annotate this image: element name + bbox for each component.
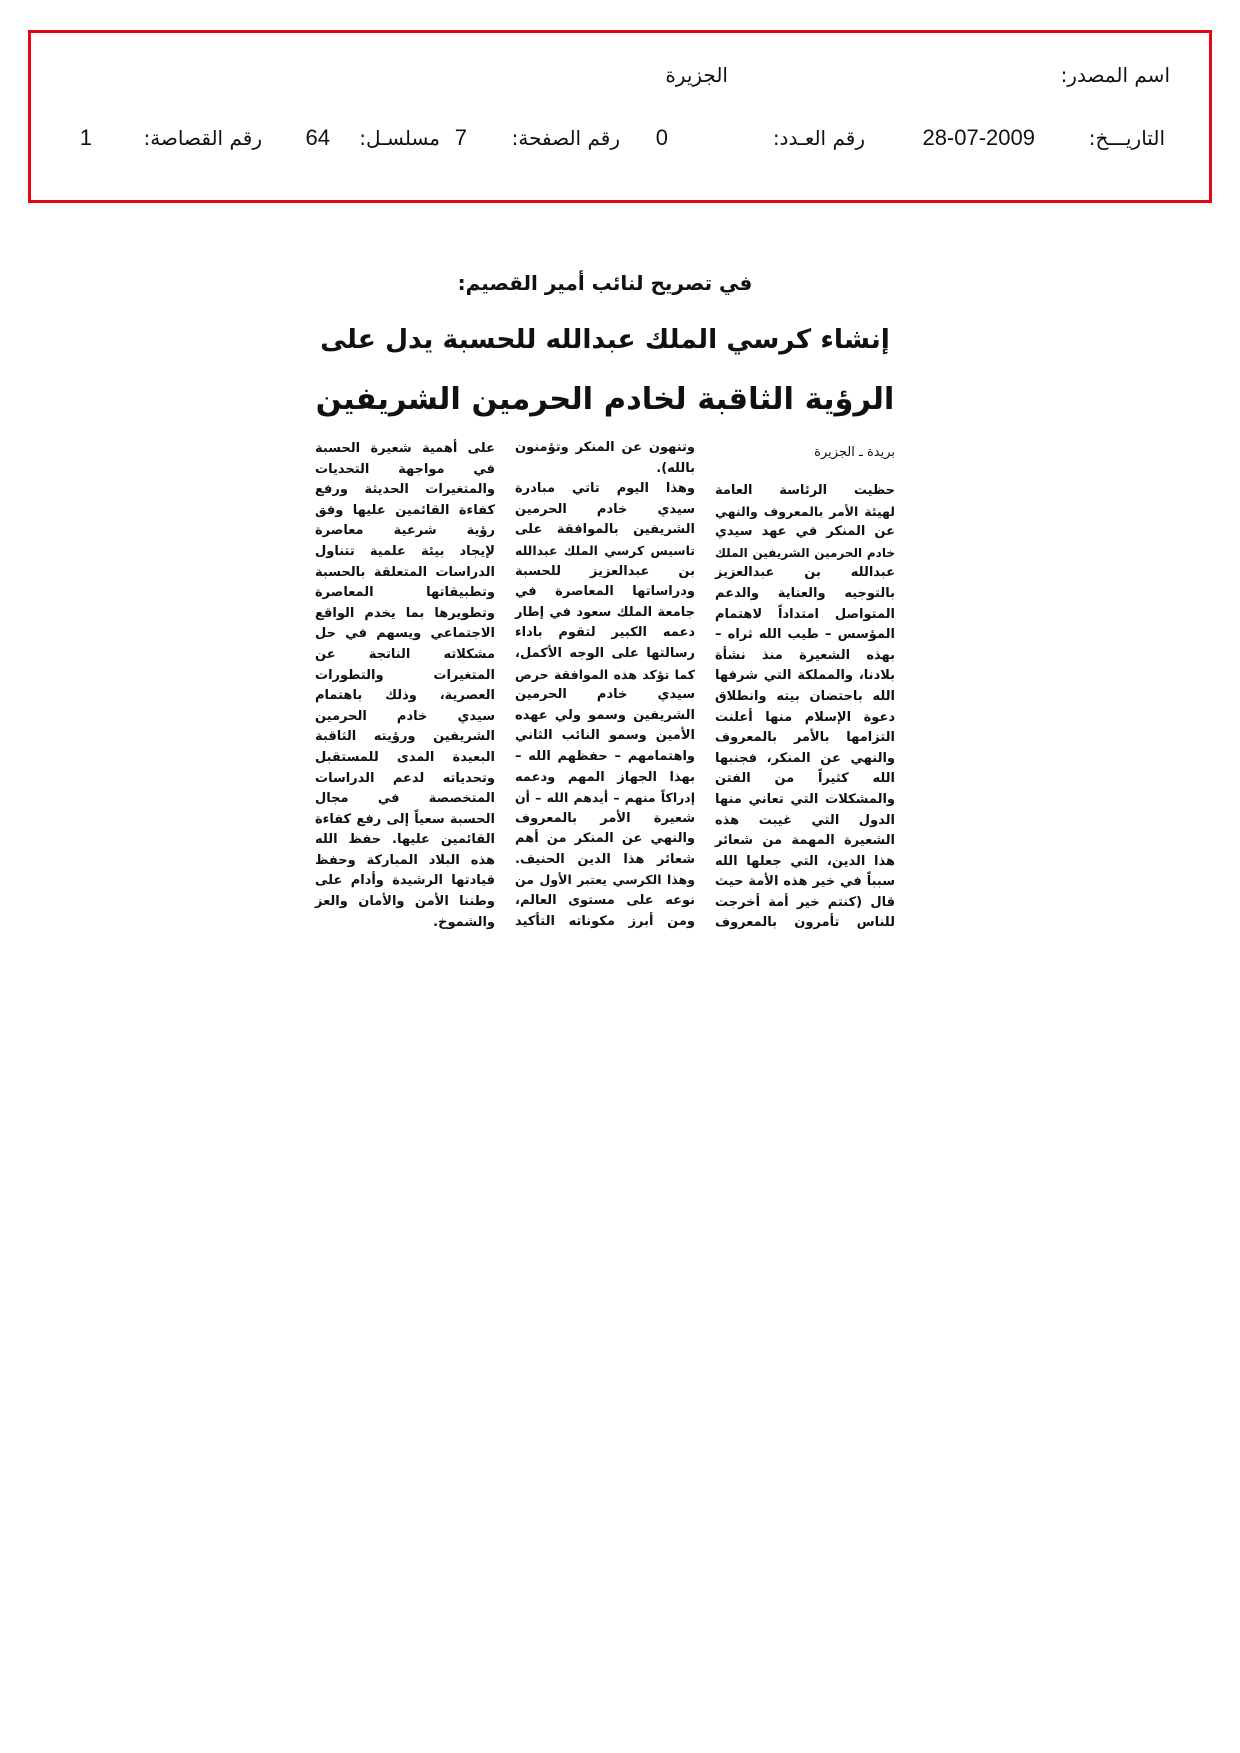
issue-number-value: 0	[655, 125, 668, 150]
article-text-line: سيدي خادم الحرمين	[515, 501, 695, 517]
article-text-line: الله باحتضان بيته وانطلاق	[715, 688, 895, 704]
article-text-line: رسالتها على الوجه الأكمل،	[515, 645, 695, 661]
article-text-line: على أهمية شعيرة الحسبة	[315, 441, 495, 456]
article-text-line: المتخصصة في مجال	[315, 791, 495, 807]
article-text-line: هذه البلاد المباركة وحفظ	[315, 852, 495, 868]
article-text-line: ودراساتها المعاصرة في	[515, 584, 695, 600]
article-text-line: بن عبدالعزيز للحسبة	[515, 563, 695, 579]
issue-number-label: رقم العـدد:	[772, 126, 865, 150]
article-text-line: الله كثيراً من الفتن	[715, 771, 895, 787]
article-dateline: بريدة ـ الجزيرة	[814, 445, 895, 460]
page-number-label: رقم الصفحة:	[511, 126, 620, 150]
article-text-line: البعيدة المدى للمستقبل	[315, 749, 495, 765]
article-text-line: والشموخ.	[433, 914, 495, 930]
source-label: اسم المصدر:	[1060, 63, 1170, 87]
article-text-line: للناس تأمرون بالمعروف	[715, 915, 895, 931]
article-text-line: وتحدياته لدعم الدراسات	[315, 770, 495, 786]
article-text-line: الاجتماعي ويسهم في حل	[315, 626, 495, 642]
article-text-line: رؤية شرعية معاصرة	[315, 523, 495, 539]
article-text-line: جامعة الملك سعود في إطار	[515, 604, 695, 620]
article-text-line: بالتوجيه والعناية والدعم	[715, 585, 895, 601]
article-text-line: واهتمامهم – حفظهم الله –	[515, 748, 695, 764]
article-text-line: الشريفين وسمو ولي عهده	[515, 707, 695, 723]
article-text-line: الحسبة سعياً إلى رفع كفاءة	[315, 811, 495, 827]
article-text-line: القائمين عليها. حفظ الله	[315, 832, 495, 848]
article-text-line: والمشكلات التي تعاني منها	[715, 791, 895, 807]
article-text-line: حظيت الرئاسة العامة	[715, 483, 895, 498]
clipping-number-value: 1	[79, 125, 92, 150]
date-value: 28-07-2009	[922, 125, 1035, 150]
article-text-line: العصرية، وذلك باهتمام	[315, 688, 495, 704]
article-column-second	[515, 438, 695, 932]
article-text-line: بهذه الشعيرة منذ نشأة	[715, 647, 895, 663]
serial-label: مسلسـل:	[359, 126, 440, 150]
article-text-line: وتطبيقاتها المعاصرة	[315, 585, 495, 601]
clipping-number-label: رقم القصاصة:	[143, 126, 262, 150]
article-text-line: بهذا الجهاز المهم ودعمه	[515, 769, 695, 785]
article-text-line: المتواصل امتداداً لاهتمام	[715, 606, 895, 622]
article-text-line: وطننا الأمن والأمان والعز	[315, 894, 495, 910]
article-text-line: دعوة الإسلام منها أعلنت	[715, 709, 895, 725]
article-text-line: وتطويرها بما يخدم الواقع	[315, 605, 495, 621]
article-text-line: قيادتها الرشيدة وأدام على	[315, 873, 495, 889]
article-text-line: وتنهون عن المنكر وتؤمنون	[515, 440, 695, 455]
article-text-line: نوعه على مستوى العالم،	[515, 893, 695, 909]
article-text-line: والمتغيرات الحديثة ورفع	[315, 482, 495, 498]
article-text-line: الدراسات المتعلقة بالحسبة	[315, 564, 495, 580]
serial-value: 64	[305, 125, 330, 150]
article-text-line: هذا الدين، التي جعلها الله	[715, 853, 895, 869]
article-text-line: إدراكاً منهم – أيدهم الله – أن	[515, 790, 695, 806]
article-text-line: الأمين وسمو النائب الثاني	[515, 728, 695, 744]
article-text-line: والنهي عن المنكر من أهم	[515, 831, 695, 847]
article-kicker: في تصريح لنائب أمير القصيم:	[457, 271, 753, 295]
article-text-line: التزامها بالأمر بالمعروف	[715, 730, 895, 746]
article-text-line: المتغيرات والتطورات	[315, 667, 495, 683]
article-text-line: كما تؤكد هذه الموافقة حرص	[515, 666, 695, 682]
article-headline-line: إنشاء كرسي الملك عبدالله للحسبة يدل على	[320, 324, 890, 355]
article-text-line: بالله).	[656, 460, 695, 476]
date-label: التاريـــخ:	[1088, 126, 1165, 150]
article-column-first	[715, 481, 895, 934]
article-text-line: وهذا الكرسي يعتبر الأول من	[515, 872, 695, 888]
article-text-line: دعمه الكبير لتقوم باداء	[515, 625, 695, 641]
article-text-line: مشكلاته الناتجة عن	[315, 646, 495, 662]
article-text-line: وهذا اليوم تاتي مبادرة	[515, 481, 695, 497]
article-text-line: شعائر هذا الدين الحنيف.	[515, 851, 695, 867]
article-text-line: الشريفين بالموافقة على	[515, 522, 695, 538]
article-text-line: سبباً في خير هذه الأمة حيث	[715, 874, 895, 890]
article-column-third	[315, 439, 495, 933]
article-text-line: الدول التي غيبت هذه	[715, 812, 895, 828]
article-text-line: كفاءة القائمين عليها وفق	[315, 502, 495, 518]
article-text-line: ومن أبرز مكوناته التأكيد	[515, 913, 695, 929]
article-text-line: بلادنا، والمملكة التي شرفها	[715, 668, 895, 684]
page-number-value: 7	[454, 125, 467, 150]
article-text-line: سيدي خادم الحرمين	[315, 708, 495, 724]
article-text-line: سيدي خادم الحرمين	[515, 687, 695, 703]
article-text-line: الشريفين ورؤيته الثاقبة	[315, 729, 495, 745]
article-text-line: قال (كنتم خير أمة أخرجت	[715, 894, 895, 910]
article-text-line: شعيرة الأمر بالمعروف	[515, 810, 695, 826]
article-text-line: الشعيرة المهمة من شعائر	[715, 833, 895, 849]
article-text-line: تاسيس كرسي الملك عبدالله	[515, 542, 695, 558]
article-text-line: والنهي عن المنكر، فجنبها	[715, 750, 895, 766]
article-text-line: عن المنكر في عهد سيدي	[715, 524, 895, 540]
clipping-info-box	[28, 30, 1212, 203]
article-text-line: خادم الحرمين الشريفين الملك	[715, 545, 895, 560]
article-text-line: لهيئة الأمر بالمعروف والنهي	[715, 503, 895, 519]
article-headline-line: الرؤية الثاقبة لخادم الحرمين الشريفين	[315, 382, 895, 417]
article-text-line: في مواجهة التحديات	[315, 461, 495, 477]
source-name: الجزيرة	[665, 63, 728, 87]
article-text-line: عبدالله بن عبدالعزيز	[715, 565, 895, 581]
article-text-line: المؤسس – طيب الله ثراه –	[715, 627, 895, 643]
article-text-line: لإيجاد بيئة علمية تتناول	[315, 543, 495, 559]
